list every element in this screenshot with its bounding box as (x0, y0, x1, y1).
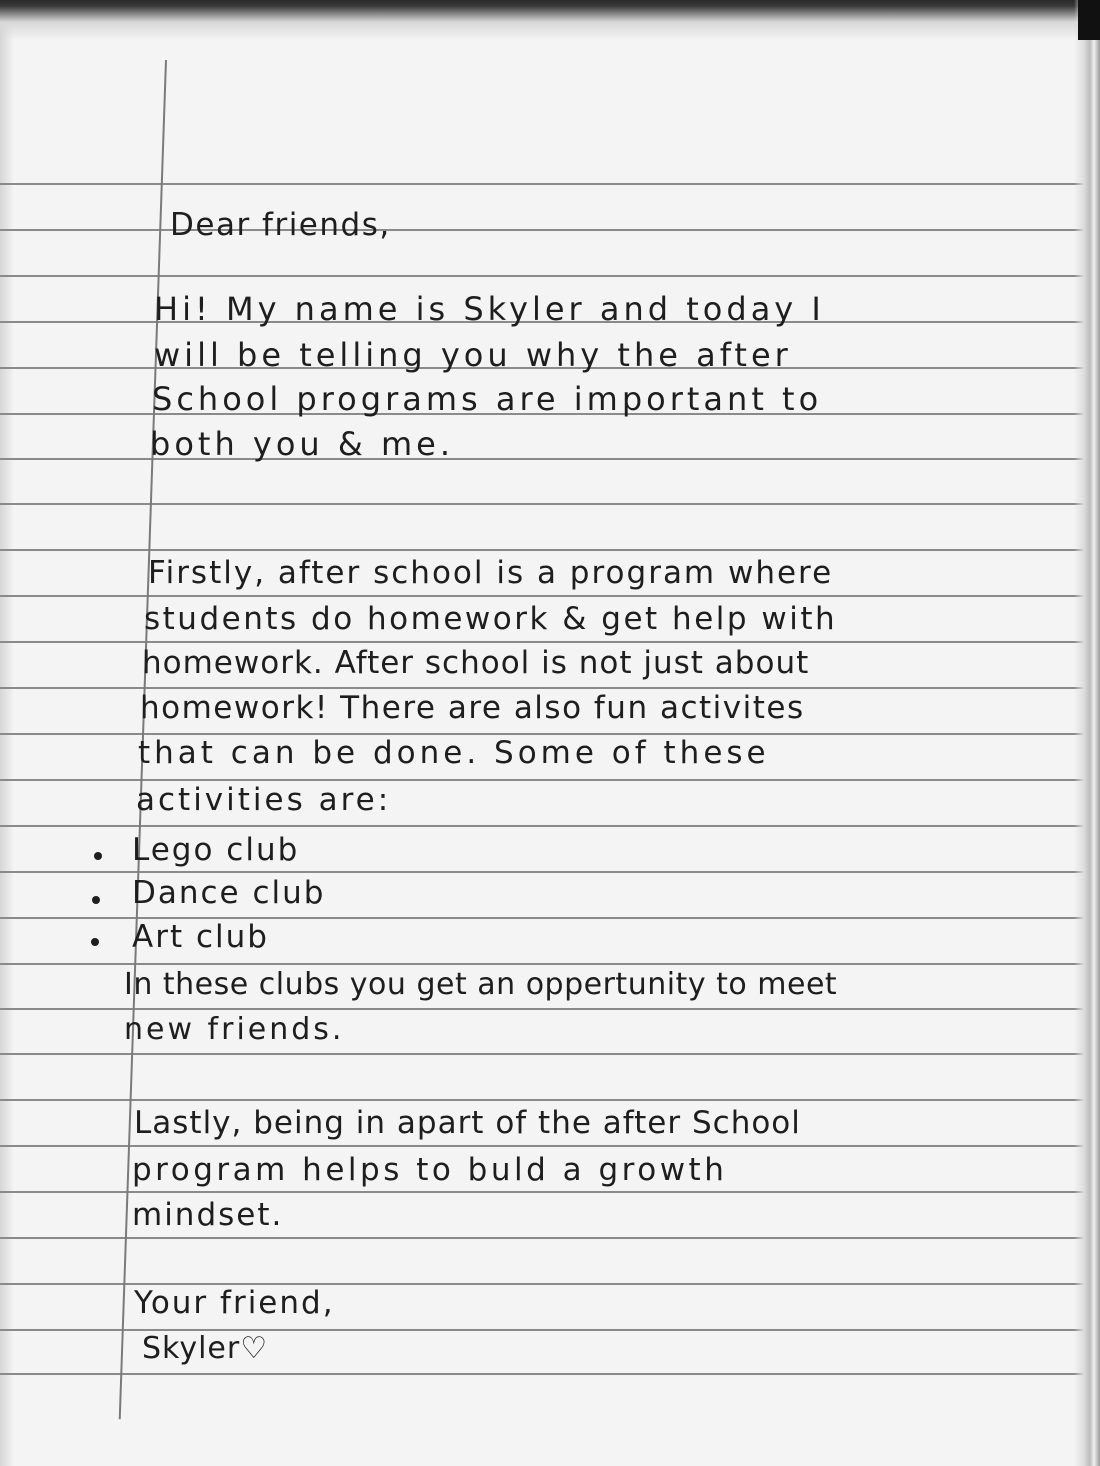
greeting: Dear friends, (170, 207, 391, 243)
stacked-pages-edge (1074, 0, 1100, 1466)
signature: Skyler♡ (142, 1331, 269, 1366)
bullet-icon (91, 938, 99, 946)
body-line: homework! There are also fun activites (140, 690, 805, 726)
bullet-icon (92, 896, 100, 904)
intro-line: both you & me. (150, 425, 455, 463)
page-top-shadow (0, 0, 1100, 40)
body-line: activities are: (136, 782, 392, 818)
intro-line: School programs are important to (152, 380, 823, 418)
club-item: Dance club (132, 875, 326, 911)
bullet-icon (94, 852, 102, 860)
body-line: homework. After school is not just about (142, 645, 810, 681)
after-list-line: In these clubs you get an oppertunity to meet (124, 967, 838, 1002)
closing-line: program helps to buld a growth (132, 1152, 728, 1188)
closing-line: Lastly, being in apart of the after School (134, 1105, 801, 1141)
page-corner (1078, 0, 1100, 40)
intro-line: Hi! My name is Skyler and today I (154, 290, 825, 328)
intro-line: will be telling you why the after (154, 336, 792, 374)
after-list-line: new friends. (124, 1012, 345, 1047)
club-item: Lego club (132, 832, 300, 868)
body-line: students do homework & get help with (144, 601, 838, 637)
closing-line: mindset. (132, 1197, 284, 1233)
club-item: Art club (132, 919, 269, 955)
sign-off: Your friend, (134, 1285, 335, 1321)
body-line: Firstly, after school is a program where (148, 555, 834, 591)
body-line: that can be done. Some of these (138, 735, 770, 771)
